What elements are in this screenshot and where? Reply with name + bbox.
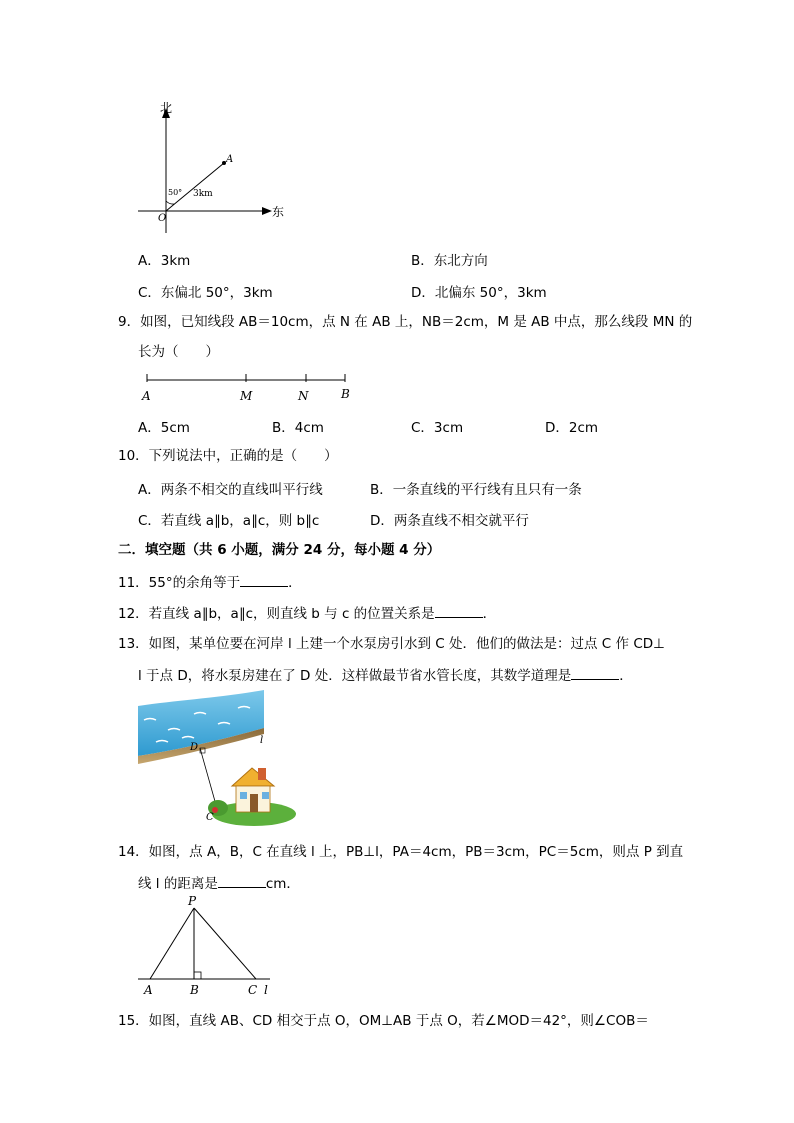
river-label-d: D	[190, 742, 199, 753]
q14-answer-blank[interactable]	[218, 873, 266, 888]
q13-line2	[138, 665, 633, 686]
q15-stem-line1: 15．如图，直线 AB、CD 相交于点 O，OM⊥AB 于点 O，若∠MOD＝42°，则∠COB＝	[118, 1013, 649, 1029]
q10-option-a[interactable]: A．两条不相交的直线叫平行线	[138, 482, 323, 498]
q12-line	[118, 603, 496, 624]
east-label: 东	[272, 205, 285, 219]
q9-stem-line2: 长为（ ）	[138, 344, 219, 360]
q9-segment-figure	[140, 370, 360, 404]
q8-option-b[interactable]: B．东北方向	[411, 253, 488, 269]
distance-label: 3km	[193, 189, 213, 199]
section-2-title: 二．填空题（共 6 小题，满分 24 分，每小题 4 分）	[118, 542, 441, 558]
q14-triangle-figure	[136, 893, 286, 999]
q9-option-d[interactable]: D．2cm	[545, 420, 599, 436]
q14-line2	[138, 873, 300, 894]
origin-label: O	[158, 213, 167, 224]
q12-text-before: 12．若直线 a∥b，a∥c，则直线 b 与 c 的位置关系是	[118, 606, 435, 622]
q11-answer-blank[interactable]	[240, 572, 288, 587]
tri-label-p: P	[188, 894, 197, 908]
q13-text-before: l 于点 D，将水泵房建在了 D 处．这样做最节省水管长度，其数学道理是	[138, 668, 572, 684]
q13-river-figure	[138, 690, 298, 832]
q10-option-c[interactable]: C．若直线 a∥b，a∥c，则 b∥c	[138, 513, 320, 529]
tri-label-c: C	[248, 983, 258, 997]
q8-compass-figure	[130, 98, 290, 238]
river-label-l: l	[260, 735, 264, 746]
q10-stem: 10．下列说法中，正确的是（ ）	[118, 448, 338, 464]
q11-line	[118, 572, 302, 593]
river-label-c: C	[206, 812, 214, 823]
q13-answer-blank[interactable]	[571, 665, 619, 680]
q12-answer-blank[interactable]	[435, 603, 483, 618]
q14-text-before: 线 l 的距离是	[138, 876, 218, 892]
q12-text-after: ．	[482, 606, 497, 622]
q10-option-d[interactable]: D．两条直线不相交就平行	[370, 513, 529, 529]
q9-option-a[interactable]: A．5cm	[138, 420, 190, 436]
seg-label-m: M	[240, 389, 253, 403]
q13-text-after: ．	[619, 668, 633, 684]
tri-label-b: B	[190, 983, 199, 997]
tri-label-a: A	[144, 983, 153, 997]
seg-label-n: N	[298, 389, 309, 403]
angle-label: 50°	[168, 188, 183, 197]
north-label: 北	[160, 101, 173, 115]
q14-text-after: cm．	[265, 876, 300, 892]
q8-option-a[interactable]: A．3km	[138, 253, 191, 269]
point-a-label: A	[226, 154, 234, 165]
q9-stem-line1: 9．如图，已知线段 AB＝10cm，点 N 在 AB 上，NB＝2cm，M 是 AB 中点，那么线段 MN 的	[118, 314, 693, 330]
q8-option-d[interactable]: D．北偏东 50°，3km	[411, 285, 547, 301]
q11-text-after: ．	[288, 575, 302, 591]
q10-option-b[interactable]: B．一条直线的平行线有且只有一条	[370, 482, 582, 498]
seg-label-a: A	[142, 389, 151, 403]
tri-label-l: l	[264, 983, 268, 997]
q11-text-before: 11．55°的余角等于	[118, 575, 241, 591]
q9-option-b[interactable]: B．4cm	[272, 420, 324, 436]
q14-stem-line1: 14．如图，点 A，B，C 在直线 l 上，PB⊥l，PA＝4cm，PB＝3cm，PC＝5cm，则点 P 到直	[118, 844, 684, 860]
q9-option-c[interactable]: C．3cm	[411, 420, 464, 436]
q8-option-c[interactable]: C．东偏北 50°，3km	[138, 285, 273, 301]
seg-label-b: B	[341, 387, 350, 401]
q13-stem-line1: 13．如图，某单位要在河岸 l 上建一个水泵房引水到 C 处．他们的做法是：过点 C 作 CD⊥	[118, 636, 665, 652]
